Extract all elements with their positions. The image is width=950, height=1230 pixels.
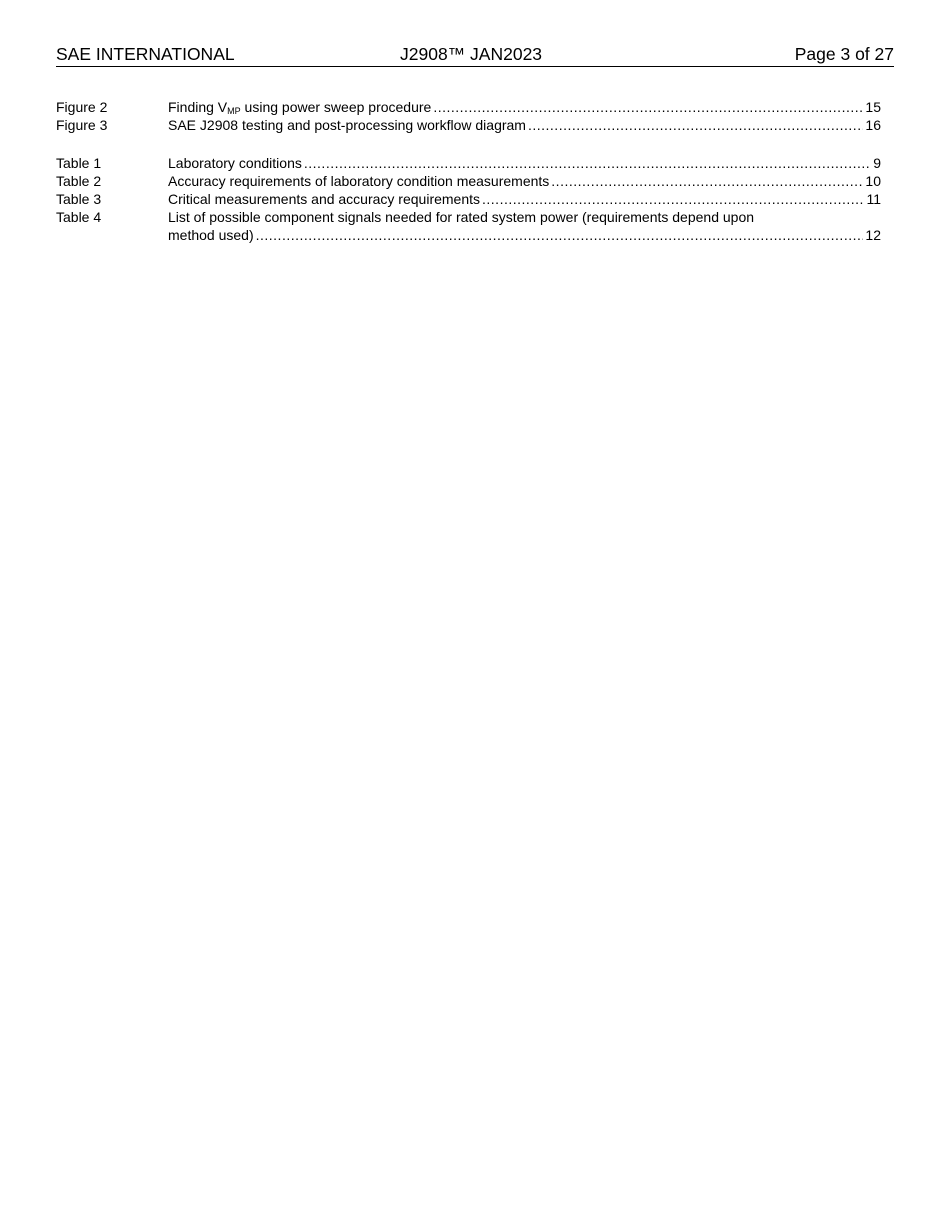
header-page-number: Page 3 of 27 [794,44,894,64]
toc-entry-table-3[interactable] [56,190,881,208]
toc-entry-title-line1: List of possible component signals needed for rated system power (requirements depend upon [168,209,755,225]
toc-entry-page: 10 [865,173,881,189]
toc-entry-title: Critical measurements and accuracy requirements [168,191,481,207]
dot-leader [482,190,864,208]
toc-entry-table-4[interactable] [56,208,881,244]
toc-entry-page: 12 [865,227,881,243]
toc-entry-label: Figure 2 [56,99,108,115]
dot-leader [433,98,863,116]
toc-entry-page: 16 [865,117,881,133]
dot-leader [551,172,863,190]
toc-entry-title-line2: method used) [168,227,254,243]
toc-entry-table-1[interactable] [56,154,881,172]
toc-entry-page: 15 [865,99,881,115]
toc-entry-title: Finding $V_{MP}$ using power sweep procedure [168,99,432,116]
header-document-id: J2908™ JAN2023 [400,44,543,64]
dot-leader [256,226,864,244]
toc-entry-title: Laboratory conditions [168,155,302,171]
list-of-figures-and-tables [56,98,881,244]
toc-entry-title: SAE J2908 testing and post-processing workflow diagram [168,117,526,133]
page-header [56,44,894,67]
dot-leader [528,116,863,134]
dot-leader [304,154,871,172]
toc-entry-label: Figure 3 [56,117,108,133]
toc-entry-page: 9 [873,155,881,171]
toc-entry-figure-3[interactable] [56,116,881,134]
toc-entry-page: 11 [866,191,881,207]
toc-entry-title: Accuracy requirements of laboratory condition measurements [168,173,550,189]
toc-spacer [56,134,881,154]
header-organization: SAE INTERNATIONAL [56,44,235,64]
toc-entry-label: Table 1 [56,155,102,171]
toc-entry-figure-2[interactable] [56,98,881,116]
toc-entry-label: Table 4 [56,209,102,225]
toc-entry-label: Table 3 [56,191,102,207]
toc-entry-label: Table 2 [56,173,102,189]
toc-entry-table-2[interactable] [56,172,881,190]
